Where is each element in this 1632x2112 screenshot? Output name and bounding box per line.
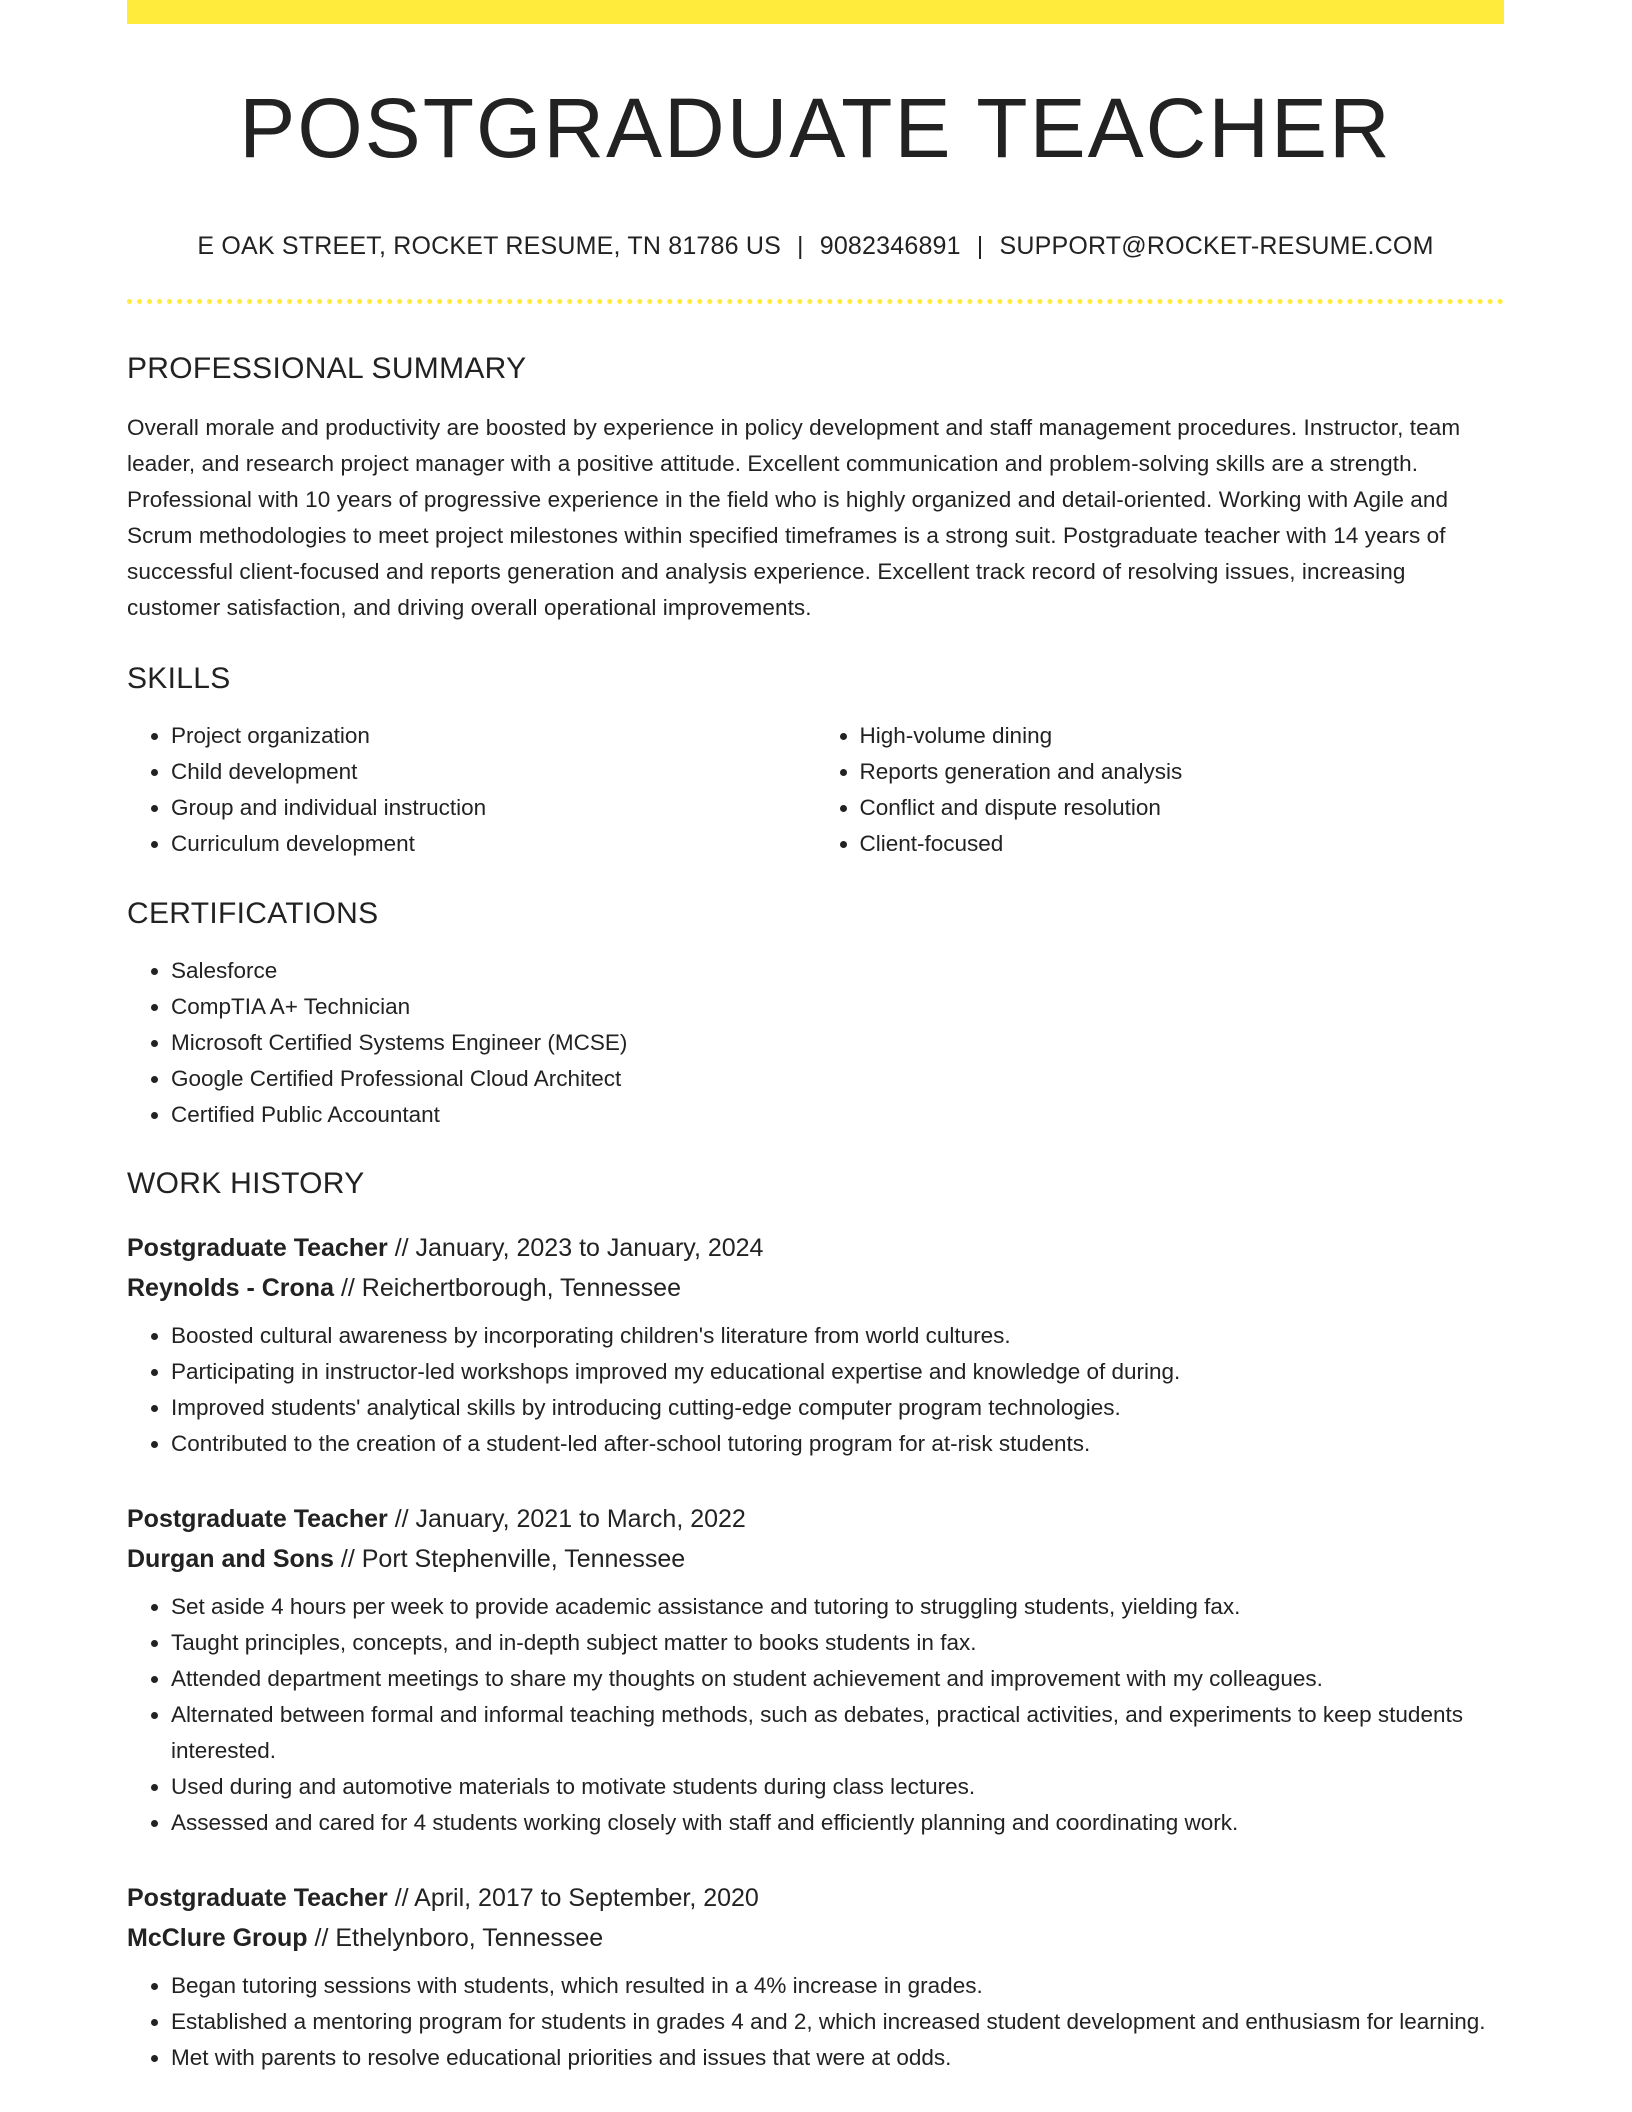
contact-separator: | — [976, 232, 984, 261]
resume-page — [127, 0, 1504, 2070]
job-company-line — [127, 1268, 1504, 1308]
job-bullets — [127, 1318, 1504, 1462]
certification-item: • Microsoft Certified Systems Engineer (MCSE) — [171, 1025, 1504, 1061]
job-company-line — [127, 1918, 1504, 1958]
certifications-section — [127, 897, 1504, 1133]
certification-item: • Google Certified Professional Cloud Architect — [171, 1061, 1504, 1097]
job-title: Postgraduate Teacher — [127, 1234, 388, 1262]
skill-item: • Curriculum development — [171, 826, 816, 862]
summary-text: Overall morale and productivity are boosted by experience in policy development and staff management procedures. Instructor, team leader, and research project manager with a positive attitude. Excellent communication and problem-solving skills are a strength. Professional with 10 years of progressive experience in the field who is highly organized and detail-oriented. Working with Agile and Scrum methodologies to meet project milestones within specified timeframes is a strong suit. Postgraduate teacher with 14 years of successful client-focused and reports generation and analysis experience. Excellent track record of resolving issues, increasing customer satisfaction, and driving overall operational improvements. — [127, 415, 1461, 620]
skill-item: • Reports generation and analysis — [860, 754, 1505, 790]
contact-phone: 9082346891 — [819, 232, 961, 261]
job-bullet: • Attended department meetings to share my thoughts on student achievement and improvement with my colleagues. — [171, 1661, 1504, 1697]
job-bullet: • Improved students' analytical skills by introducing cutting-edge computer program technologies. — [171, 1390, 1504, 1426]
certification-item: • CompTIA A+ Technician — [171, 989, 1504, 1025]
job-bullets — [127, 1968, 1504, 2076]
summary-section — [127, 352, 1504, 626]
job-bullet: • Began tutoring sessions with students, which resulted in a 4% increase in grades. — [171, 1968, 1504, 2004]
skills-left-list — [127, 718, 816, 862]
job-location: // Reichertborough, Tennessee — [340, 1274, 681, 1302]
skills-section — [127, 662, 1504, 862]
job-company: Reynolds - Crona — [127, 1274, 334, 1302]
skill-item: • Conflict and dispute resolution — [860, 790, 1505, 826]
job-bullet: • Established a mentoring program for students in grades 4 and 2, which increased student development and enthusiasm for learning. — [171, 2004, 1504, 2040]
job-entry — [127, 1228, 1504, 1462]
job-location: // Ethelynboro, Tennessee — [314, 1924, 604, 1952]
work-history-heading-block — [127, 1167, 1504, 1201]
job-bullet: • Boosted cultural awareness by incorporating children's literature from world cultures. — [171, 1318, 1504, 1354]
certifications-list — [127, 953, 1504, 1133]
job-bullet: • Assessed and cared for 4 students working closely with staff and efficiently planning and coordinating work. — [171, 1805, 1504, 1841]
certification-item: • Salesforce — [171, 953, 1504, 989]
contact-email: SUPPORT@ROCKET-RESUME.COM — [999, 232, 1434, 261]
skill-item: • Group and individual instruction — [171, 790, 816, 826]
contact-separator: | — [797, 232, 804, 261]
summary-heading: PROFESSIONAL SUMMARY — [127, 352, 527, 385]
job-dates: // April, 2017 to September, 2020 — [394, 1884, 759, 1912]
job-title-line — [127, 1878, 1504, 1918]
skill-item: • Client-focused — [860, 826, 1505, 862]
job-title: Postgraduate Teacher — [127, 1505, 388, 1533]
top-accent-bar — [127, 0, 1504, 24]
header-divider — [127, 299, 1504, 304]
resume-name: POSTGRADUATE TEACHER — [239, 81, 1392, 175]
job-bullet: • Taught principles, concepts, and in-depth subject matter to books students in fax. — [171, 1625, 1504, 1661]
job-bullet: • Participating in instructor-led workshops improved my educational expertise and knowledge of during. — [171, 1354, 1504, 1390]
job-title-line — [127, 1499, 1504, 1539]
job-company: Durgan and Sons — [127, 1545, 334, 1573]
job-entry — [127, 1499, 1504, 1841]
job-title: Postgraduate Teacher — [127, 1884, 388, 1912]
certification-item: • Certified Public Accountant — [171, 1097, 1504, 1133]
contact-line — [127, 232, 1504, 261]
job-entry — [127, 1878, 1504, 2076]
contact-address: E OAK STREET, ROCKET RESUME, TN 81786 US — [197, 232, 782, 261]
job-bullet: • Alternated between formal and informal teaching methods, such as debates, practical activities, and experiments to keep students interested. — [171, 1697, 1504, 1769]
job-dates: // January, 2023 to January, 2024 — [394, 1234, 764, 1262]
work-history-heading: WORK HISTORY — [127, 1167, 365, 1200]
job-company: McClure Group — [127, 1924, 308, 1952]
certifications-heading: CERTIFICATIONS — [127, 897, 379, 930]
job-location: // Port Stephenville, Tennessee — [340, 1545, 686, 1573]
job-dates: // January, 2021 to March, 2022 — [394, 1505, 746, 1533]
job-title-line — [127, 1228, 1504, 1268]
skills-right-list — [816, 718, 1505, 862]
skills-heading: SKILLS — [127, 662, 231, 695]
skills-columns — [127, 718, 1504, 862]
skill-item: • Child development — [171, 754, 816, 790]
job-bullet: • Set aside 4 hours per week to provide academic assistance and tutoring to struggling students, yielding fax. — [171, 1589, 1504, 1625]
job-company-line — [127, 1539, 1504, 1579]
job-bullet: • Used during and automotive materials to motivate students during class lectures. — [171, 1769, 1504, 1805]
skill-item: • High-volume dining — [860, 718, 1505, 754]
job-bullet: • Met with parents to resolve educational priorities and issues that were at odds. — [171, 2040, 1504, 2076]
job-bullets — [127, 1589, 1504, 1841]
skill-item: • Project organization — [171, 718, 816, 754]
job-bullet: • Contributed to the creation of a student-led after-school tutoring program for at-risk students. — [171, 1426, 1504, 1462]
